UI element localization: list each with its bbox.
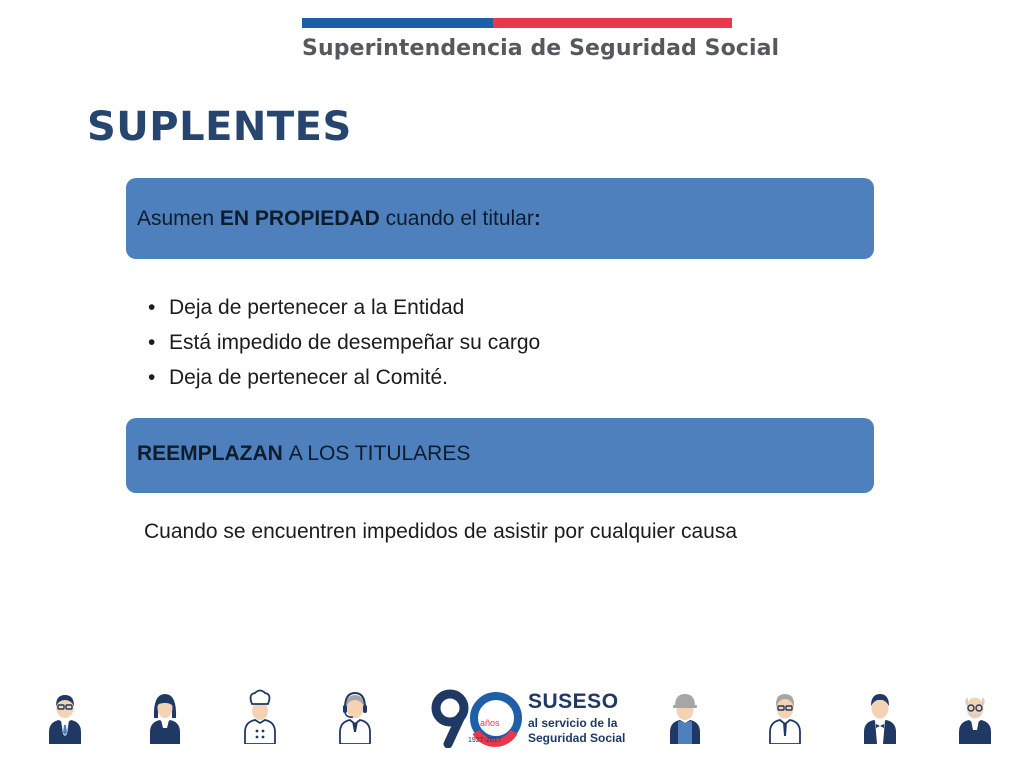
banner-1-prefix: Asumen <box>137 206 215 230</box>
flag-bar <box>302 18 732 28</box>
logo-brand: SUSESO <box>528 690 619 713</box>
list-item: • Deja de pertenecer a la Entidad <box>148 290 540 325</box>
banner-1-suffix: cuando el titular <box>385 206 534 230</box>
org-name: Superintendencia de Seguridad Social <box>302 36 780 61</box>
section-banner-1 <box>126 178 874 259</box>
elderly-man-icon <box>955 688 995 744</box>
banner-2-bold: REEMPLAZAN <box>137 441 283 465</box>
woman-icon <box>145 688 185 744</box>
logo-tagline-1: al servicio de la <box>528 716 618 730</box>
flag-bar-blue <box>302 18 493 28</box>
banner-2-suffix: A LOS TITULARES <box>288 441 471 465</box>
banner-1-colon: : <box>533 206 541 230</box>
list-item: • Está impedido de desempeñar su cargo <box>148 325 540 360</box>
logo-anos: años <box>480 718 500 728</box>
bullet-list <box>148 290 540 395</box>
worker-icon <box>665 688 705 744</box>
flag-bar-red <box>493 18 732 28</box>
list-item: • Deja de pertenecer al Comité. <box>148 360 540 395</box>
chef-icon <box>240 688 280 744</box>
suseso-90-logo <box>428 688 628 748</box>
logo-tagline-2: Seguridad Social <box>528 731 626 745</box>
man-glasses-icon <box>765 688 805 744</box>
section-banner-2 <box>126 418 874 493</box>
businessman-icon <box>45 688 85 744</box>
operator-icon <box>335 688 375 744</box>
footer <box>0 688 1024 758</box>
banner-1-bold: EN PROPIEDAD <box>219 206 380 230</box>
slide-title: SUPLENTES <box>87 104 352 150</box>
logo-years: 1927-2017 <box>468 737 502 744</box>
waiter-icon <box>860 688 900 744</box>
note-text: Cuando se encuentren impedidos de asistir por cualquier causa <box>144 520 738 543</box>
